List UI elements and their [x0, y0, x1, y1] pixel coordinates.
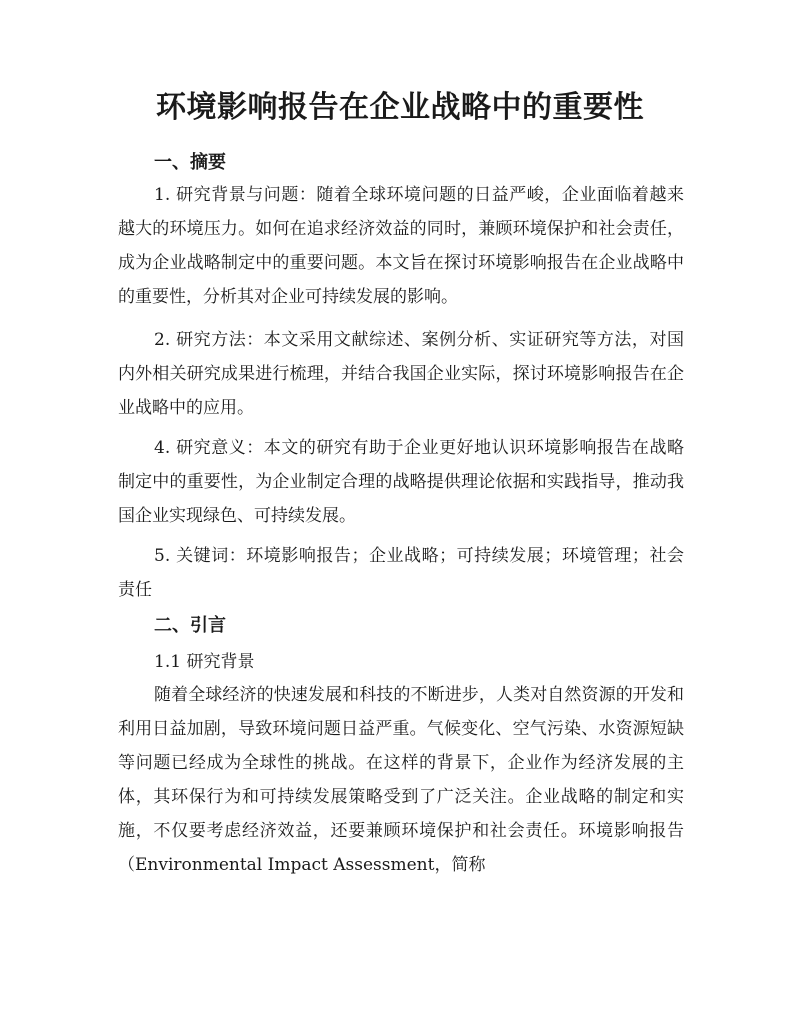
document-title: 环境影响报告在企业战略中的重要性	[156, 90, 644, 125]
introduction-paragraph: 随着全球经济的快速发展和科技的不断进步，人类对自然资源的开发和利用日益加剧，导致环境问题日益严重。气候变化、空气污染、水资源短缺等问题已经成为全球性的挑战。在这样的背景下，企业作为经济发展的主体，其环保行为和可持续发展策略受到了广泛关注。企业战略的制定和实施，不仅要考虑经济效益，还要兼顾环境保护和社会责任。环境影响报告（Environmental Impact Assessment，简称	[118, 685, 684, 876]
section-heading-introduction: 二、引言	[154, 615, 226, 636]
section-heading-abstract: 一、摘要	[154, 152, 226, 173]
abstract-item-method: 2. 研究方法：本文采用文献综述、案例分析、实证研究等方法，对国内外相关研究成果进行梳理，并结合我国企业实际，探讨环境影响报告在企业战略中的应用。	[118, 330, 684, 419]
abstract-item-keywords: 5. 关键词：环境影响报告；企业战略；可持续发展；环境管理；社会责任	[118, 546, 684, 601]
abstract-item-background: 1. 研究背景与问题：随着全球环境问题的日益严峻，企业面临着越来越大的环境压力。如何在追求经济效益的同时，兼顾环境保护和社会责任，成为企业战略制定中的重要问题。本文旨在探讨环境影响报告在企业战略中的重要性，分析其对企业可持续发展的影响。	[118, 185, 684, 308]
abstract-item-significance: 4. 研究意义：本文的研究有助于企业更好地认识环境影响报告在战略制定中的重要性，为企业制定合理的战略提供理论依据和实践指导，推动我国企业实现绿色、可持续发展。	[118, 438, 684, 527]
subsection-heading-research-background: 1.1 研究背景	[154, 652, 255, 672]
